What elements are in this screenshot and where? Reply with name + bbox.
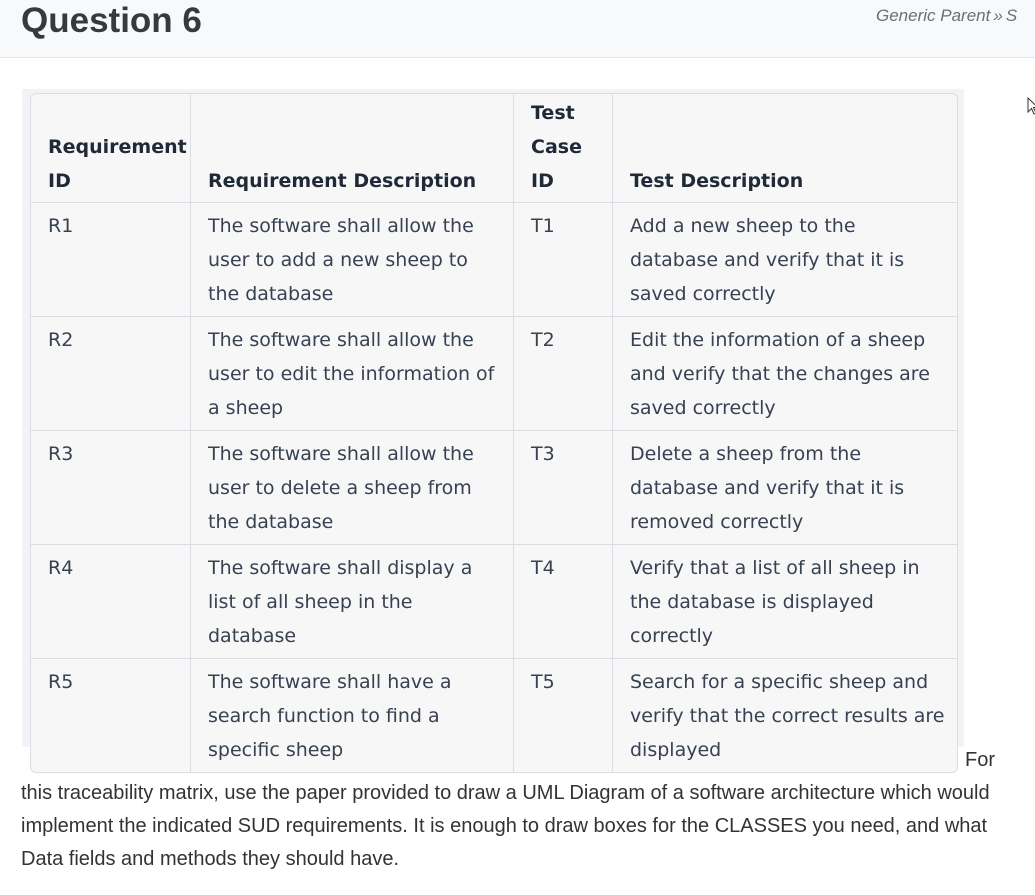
table-row <box>31 545 957 659</box>
question-text-body: this traceability matrix, use the paper provided to draw a UML Diagram of a software architecture which would implement the indicated SUD requirements. It is enough to draw boxes for the CLASSES you need, and what Data fields and methods they should have. <box>21 782 990 870</box>
requirement-id-cell: R3 <box>31 431 191 545</box>
table-header-row <box>31 94 957 203</box>
requirement-description-cell: The software shall allow the user to edit the information of a sheep <box>191 317 514 431</box>
requirement-description-cell: The software shall have a search function to find a specific sheep <box>191 659 514 772</box>
breadcrumb <box>876 6 1017 26</box>
test-case-id-cell: T5 <box>514 659 613 772</box>
question-text-for: For <box>965 749 995 771</box>
table-row <box>31 203 957 317</box>
traceability-matrix-container <box>22 89 964 761</box>
test-case-id-cell: T4 <box>514 545 613 659</box>
requirement-id-cell: R2 <box>31 317 191 431</box>
requirement-id-cell: R1 <box>31 203 191 317</box>
test-case-id-cell: T1 <box>514 203 613 317</box>
requirement-description-cell: The software shall display a list of all sheep in the database <box>191 545 514 659</box>
test-description-cell: Delete a sheep from the database and verify that it is removed correctly <box>613 431 957 545</box>
question-title: Question 6 <box>21 1 202 40</box>
column-header-requirement-description: Requirement Description <box>191 94 514 203</box>
test-description-cell: Edit the information of a sheep and verify that the changes are saved correctly <box>613 317 957 431</box>
column-header-test-case-id: Test Case ID <box>514 94 613 203</box>
test-case-id-cell: T2 <box>514 317 613 431</box>
question-header <box>0 0 1035 58</box>
test-description-cell: Add a new sheep to the database and verify that it is saved correctly <box>613 203 957 317</box>
breadcrumb-separator: » <box>993 6 1003 25</box>
column-header-requirement-id: Requirement ID <box>31 94 191 203</box>
breadcrumb-item-generic-parent[interactable]: Generic Parent <box>876 6 991 25</box>
requirement-id-cell: R4 <box>31 545 191 659</box>
test-description-cell: Verify that a list of all sheep in the database is displayed correctly <box>613 545 957 659</box>
requirement-description-cell: The software shall allow the user to add a new sheep to the database <box>191 203 514 317</box>
breadcrumb-item-next[interactable]: S <box>1005 6 1018 25</box>
traceability-matrix-table <box>30 93 958 773</box>
test-description-cell: Search for a specific sheep and verify that the correct results are displayed <box>630 671 945 761</box>
mouse-pointer-icon <box>1027 97 1035 115</box>
requirement-id-cell: R5 <box>31 659 191 772</box>
column-header-test-description: Test Description <box>613 94 957 203</box>
test-case-id-cell: T3 <box>514 431 613 545</box>
table-row <box>31 431 957 545</box>
table-row <box>31 317 957 431</box>
requirement-description-cell: The software shall allow the user to delete a sheep from the database <box>191 431 514 545</box>
question-text <box>21 744 1031 876</box>
